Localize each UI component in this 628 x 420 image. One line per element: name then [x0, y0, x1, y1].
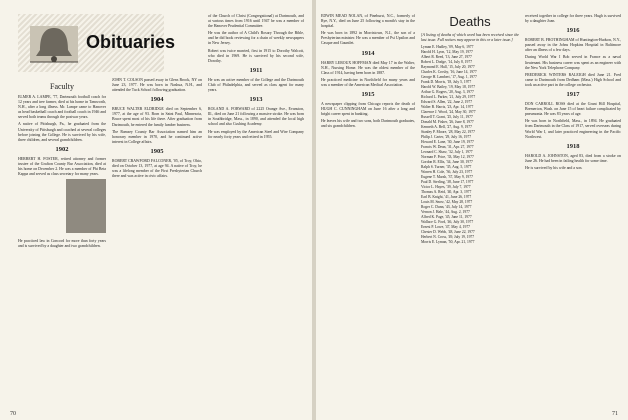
- death-entry: Walter B. Harris, '23, Apr. 14, 1977: [421, 105, 474, 110]
- deaths-list: [421, 45, 519, 245]
- year-heading-1916: 1916: [566, 27, 580, 35]
- death-entry: Vernon J. Hale, '44, Aug. 2, 1977: [421, 210, 470, 215]
- death-entry: Donald M. Fisher, '26, June 8, 1977: [421, 120, 474, 125]
- death-entry: Victor L. Hayes, '39, July 7, 1977: [421, 185, 471, 190]
- year-heading-1911: 1911: [249, 66, 263, 74]
- obituary-paragraph: DON CARROLL ROSS died at the Grant Hill Hospital, Bremerton, Wash. on June 15 of heart failure complicated by pneumonia. He was 83 years of age.: [525, 102, 621, 117]
- death-entry: Robert L. Dodge, '14, July 8, 1977: [421, 60, 473, 65]
- death-entry: Raymond E. Hall, '15, July 20, 1977: [421, 65, 475, 70]
- year-heading-1905: 1905: [150, 147, 164, 155]
- obituary-paragraph: During World War I Bob served in France as a naval lieutenant. His business career was spent as an engineer with the New York Telephone Company.: [525, 55, 621, 70]
- middle-left-column: [112, 78, 202, 408]
- year-heading-1917: 1917: [566, 91, 580, 99]
- right-column-left-page: [208, 14, 304, 408]
- faculty-paragraph: ELMER A. LAMPE, '77, Dartmouth football coach for 12 years and tree farmer, died at his home in Tamworth, N.H., after a long illness. Mr. Lampe came to Hanover as head basketball coach and football coach in 1946 and served both teams through the postwar years.: [18, 95, 106, 120]
- obituary-paragraph: He is survived by his wife and a son.: [525, 165, 583, 170]
- obituary-paragraph: He practiced law in Concord for more than forty years and is survived by a daughter and two grandchildren.: [18, 239, 106, 249]
- death-entry: Thomas A. Reid, '40, Apr. 3, 1977: [421, 190, 472, 195]
- death-entry: Charles K. Crosby, '16, June 14, 1977: [421, 70, 477, 75]
- obituary-paragraph: EDWIN MEAD NOLAN, of Pinehurst, N.C., formerly of Rye, N.Y., died on June 25 following a month's stay in the hospital.: [321, 14, 415, 29]
- obituary-paragraph: He leaves his wife and two sons, both Dartmouth graduates, and six grandchildren.: [321, 119, 415, 129]
- year-heading-1915: 1915: [361, 91, 375, 99]
- death-entry: Francis W. Dean, '31, Apr. 27, 1977: [421, 145, 474, 150]
- obituary-paragraph: The Ramsey County Bar Association named him an honorary member in 1970, and he continued active interest in College affairs.: [112, 129, 202, 144]
- obituary-paragraph: HAROLD A. JOHNSTON, aged 83, died from a stroke on June 26. He had been in failing health for some time.: [525, 153, 621, 163]
- death-entry: Richard L. Parker, '21, July 29, 1977: [421, 95, 476, 100]
- obituary-paragraph: BRUCE WALTER ELDRIDGE died on September 6, 1977, at the age of 93. Born in Saint Paul, Minnesota, Bruce spent most of his life there. After graduation from Dartmouth, he entered the family lumber business.: [112, 107, 202, 127]
- death-entry: Herbert N. Cross, '49, July 19, 1977: [421, 235, 475, 240]
- obituary-paragraph: He was born in 1892 in Morristown, N.J., the son of a Presbyterian minister. He was a member of Psi Upsilon and Casque and Gauntlet.: [321, 31, 415, 46]
- year-heading-1904: 1904: [150, 96, 164, 104]
- right-first-column: [321, 14, 415, 408]
- death-entry: Arthur G. Rogers, '20, Aug. 3, 1977: [421, 90, 474, 95]
- death-entry: Gordon R. Ellis, '34, June 30, 1977: [421, 160, 473, 165]
- faculty-paragraph: A native of Pittsburgh, Pa., he graduated from the University of Pittsburgh and coached at several colleges before joining the College. He is survived by his wife, three children, and several grandchildren.: [18, 122, 106, 142]
- death-entry: Howard E. Lane, '30, June 19, 1977: [421, 140, 474, 145]
- death-entry: Paul D. Sterling, '38, June 17, 1977: [421, 180, 474, 185]
- bell-illustration-icon: [28, 22, 80, 66]
- obituary-paragraph: He was the author of A Child's Rosary Through the Bible, and he did book reviewing for a chain of weekly newspapers in New Jersey.: [208, 31, 304, 46]
- death-entry: Stanley P. Moore, '28, May 22, 1977: [421, 130, 475, 135]
- death-entry: Clarence J. Wood, '24, May 30, 1977: [421, 110, 476, 115]
- page-number-left: 70: [10, 411, 16, 417]
- page-number-right: 71: [612, 411, 618, 417]
- obituary-paragraph: JOHN T. COLSON passed away in Glens Brook, NY on June 23, 1977. He was born in Nashua, N.H., and attended the Tuck School following graduation.: [112, 78, 202, 93]
- death-entry: Edward S. Allen, '22, June 2, 1977: [421, 100, 473, 105]
- death-entry: Earl B. Knight, '41, June 26, 1977: [421, 195, 472, 200]
- portrait-photo: [66, 179, 106, 233]
- obituary-paragraph: HERBERT H. FOSTER, retired attorney and former trustee of the Grafton County Bar Association, died at his home on December 2. He was a member of Phi Beta Kappa and served as class secretary for many years.: [18, 156, 106, 177]
- year-heading-1918: 1918: [566, 142, 580, 150]
- obituary-paragraph: of the Church of Christ (Congregational) at Dartmouth, and at various times from 1916 until 1947 he was a member of the Hanover Prudential Committee.: [208, 14, 304, 29]
- death-entry: Eugene T. Marsh, '37, May 9, 1977: [421, 175, 473, 180]
- death-entry: Norman F. Price, '33, May 12, 1977: [421, 155, 474, 160]
- death-entry: Lyman E. Hadley, '09, May 6, 1977: [421, 45, 474, 50]
- year-heading-1913: 1913: [249, 96, 263, 104]
- faculty-heading: Faculty: [50, 82, 74, 91]
- death-entry: Louis M. Snow, '42, May 28, 1977: [421, 200, 473, 205]
- death-entry: Ernest P. Lowe, '47, May 4, 1977: [421, 225, 471, 230]
- obituary-paragraph: Robert was twice married, first in 1915 to Dorothy Walcott, who died in 1969. He is survived by his second wife, Dorothy.: [208, 48, 304, 63]
- obituary-paragraph: He practiced medicine in Northfield for many years and was a member of the American Medical Association.: [321, 77, 415, 87]
- deaths-title: Deaths: [449, 14, 491, 29]
- obituary-paragraph: FREDERICK WINTERS RALEIGH died June 21. Fred came to Dartmouth from Dedham (Mass.) High School and took an active part in the college orchestra.: [525, 72, 621, 87]
- obituary-paragraph: ROLAND A. FORWARD of 2225 Orange Ave., Evanston, Ill., died on June 21 following a massive stroke. He was born in Southbridge, Mass., in 1890, and attended the local high school and also Cushing Academy.: [208, 107, 304, 127]
- death-entry: Harold H. Lyon, '12, May 19, 1977: [421, 50, 473, 55]
- death-entry: Albert R. Reed, '13, June 27, 1977: [421, 55, 472, 60]
- left-column: [18, 78, 106, 408]
- death-entry: Harold W. Bailey, '19, May 18, 1977: [421, 85, 476, 90]
- death-entry: Russell T. Grant, '25, July 11, 1977: [421, 115, 473, 120]
- obituary-paragraph: He was an active member of the College and the Dartmouth Club of Philadelphia, and served as class agent for many years.: [208, 77, 304, 93]
- obituary-paragraph: ROBERT B. FROTHINGHAM of Huntington-Hudson, N.Y., passed away in the Johns Hopkins Hospital in Baltimore after an illness of a few days.: [525, 38, 621, 53]
- death-entry: Ralph S. Turner, '35, Aug. 5, 1977: [421, 165, 472, 170]
- obituaries-banner: [18, 14, 176, 72]
- deaths-column: [421, 14, 519, 408]
- death-entry: Warren H. Cole, '36, July 23, 1977: [421, 170, 473, 175]
- section-title: Obituaries: [86, 32, 176, 52]
- obituary-paragraph: He was born in Northfield, Mass., in 1894. He graduated from Dartmouth in the Class of 1917, served overseas during World War I, and later practiced engineering in the Pacific Northwest.: [525, 119, 621, 139]
- obituary-paragraph: ROBERT CRAWFORD FALCONER, '05, of Troy, Ohio, died on October 13, 1977, at age 94. A native of Troy, he was a lifelong member of the First Presbyterian Church there and was active in civic affairs.: [112, 158, 202, 179]
- death-entry: Alfred K. Page, '45, June 11, 1977: [421, 215, 472, 220]
- right-page: [315, 0, 628, 420]
- death-entry: Morris E. Lyman, '50, Apr. 21, 1977: [421, 240, 475, 245]
- right-last-column: [525, 14, 621, 408]
- obituary-paragraph: A newspaper clipping from Chicago reports the death of HUGH C. CUNNINGHAM on June 16 after a long and bright career spent in banking.: [321, 102, 415, 117]
- death-entry: George H. Lambert, '17, Aug. 1, 1977: [421, 75, 477, 80]
- obituary-paragraph: received together in college for three years. Hugh is survived by a daughter Joan.: [525, 14, 621, 24]
- left-page: [0, 0, 313, 420]
- year-heading-1914: 1914: [361, 49, 375, 57]
- death-entry: Wallace G. Ford, '46, July 30, 1977: [421, 220, 474, 225]
- death-entry: Kenneth A. Bell, '27, Aug. 9, 1977: [421, 125, 472, 130]
- death-entry: Leonard C. Shaw, '32, July 1, 1977: [421, 150, 473, 155]
- year-heading-1902: 1902: [55, 145, 69, 153]
- death-entry: Frank D. Morris, '18, July 5, 1977: [421, 80, 472, 85]
- death-entry: Philip J. Carter, '29, July 16, 1977: [421, 135, 472, 140]
- death-entry: Chester D. Webb, '48, June 22, 1977: [421, 230, 475, 235]
- obituary-paragraph: He was employed by the American Steel and Wire Company for nearly forty years and retired in 1955.: [208, 129, 304, 139]
- obituary-paragraph: HARRY LEROUX HOFFMAN died May 17 in the Walter, N.H., Nursing Home. He was the oldest member of the Class of 1914, having been born in 1887.: [321, 60, 415, 75]
- death-entry: Roger C. Dunn, '43, July 14, 1977: [421, 205, 472, 210]
- deaths-intro: [A listing of deaths of which word has been received since the last issue. Full notices may appear in this or a later issue.]: [421, 33, 519, 43]
